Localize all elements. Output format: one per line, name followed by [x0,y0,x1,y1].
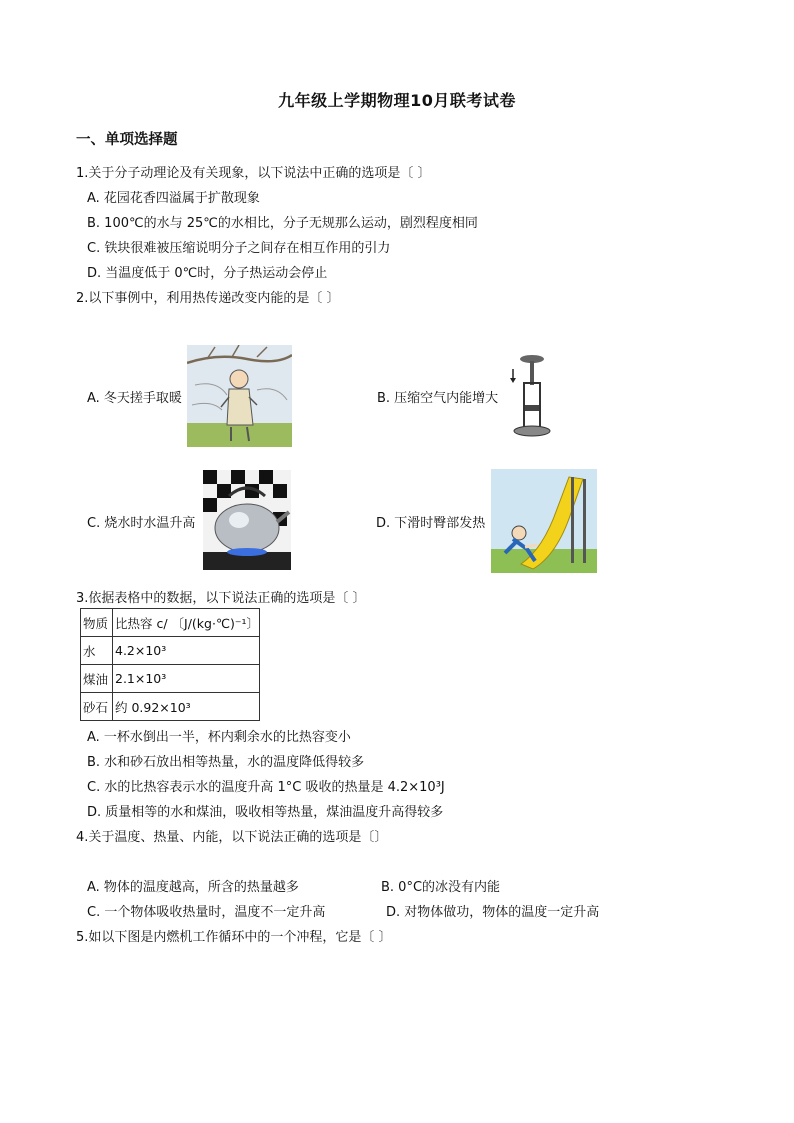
table-header-row [81,609,260,637]
table-row [81,637,260,665]
specific-heat-table [80,608,260,721]
question-4-stem: 4.关于温度、热量、内能，以下说法正确的选项是〔〕 [76,830,388,845]
question-1-option-b: B. 100℃的水与 25℃的水相比，分子无规那么运动，剧烈程度相同 [87,216,478,231]
question-1-stem: 1.关于分子动理论及有关现象，以下说法中正确的选项是〔 〕 [76,166,431,181]
rubbing-hands-illustration [187,345,292,447]
question-2-option-a: A. 冬天搓手取暖 [87,391,182,406]
question-3-stem: 3.依据表格中的数据，以下说法正确的选项是〔 〕 [76,591,366,606]
question-3-option-b: B. 水和砂石放出相等热量，水的温度降低得较多 [87,755,365,770]
table-cell: 煤油 [81,665,113,693]
question-4-option-d: D. 对物体做功，物体的温度一定升高 [386,905,600,920]
question-5-stem: 5.如以下图是内燃机工作循环中的一个冲程，它是〔 〕 [76,930,392,945]
question-4-option-a: A. 物体的温度越高，所含的热量越多 [87,880,299,895]
question-2-option-d: D. 下滑时臀部发热 [376,516,486,531]
section-heading: 一、单项选择题 [76,132,178,148]
question-2-option-b: B. 压缩空气内能增大 [377,391,499,406]
question-1-option-c: C. 铁块很难被压缩说明分子之间存在相互作用的引力 [87,241,391,256]
kettle-on-stove-illustration [203,470,291,570]
question-3-option-c: C. 水的比热容表示水的温度升高 1°C 吸收的热量是 4.2×10³J [87,780,445,795]
table-row [81,665,260,693]
table-header-cell: 比热容 c/ 〔J/(kg·℃)⁻¹〕 [113,609,260,637]
table-row [81,693,260,721]
slide-illustration [491,469,597,573]
question-3-option-a: A. 一杯水倒出一半，杯内剩余水的比热容变小 [87,730,351,745]
page-title: 九年级上学期物理10月联考试卷 [278,91,516,110]
question-4-option-c: C. 一个物体吸收热量时，温度不一定升高 [87,905,326,920]
question-1-option-a: A. 花园花香四溢属于扩散现象 [87,191,260,206]
question-1-option-d: D. 当温度低于 0℃时，分子热运动会停止 [87,266,328,281]
table-cell: 4.2×10³ [113,637,260,665]
table-header-cell: 物质 [81,609,113,637]
question-2-option-c: C. 烧水时水温升高 [87,516,196,531]
table-cell: 砂石 [81,693,113,721]
air-compression-cylinder-illustration [505,353,551,439]
question-2-stem: 2.以下事例中，利用热传递改变内能的是〔 〕 [76,291,340,306]
question-3-option-d: D. 质量相等的水和煤油，吸收相等热量，煤油温度升高得较多 [87,805,444,820]
table-cell: 水 [81,637,113,665]
table-cell: 2.1×10³ [113,665,260,693]
question-4-option-b: B. 0°C的冰没有内能 [381,880,501,895]
table-cell: 约 0.92×10³ [113,693,260,721]
